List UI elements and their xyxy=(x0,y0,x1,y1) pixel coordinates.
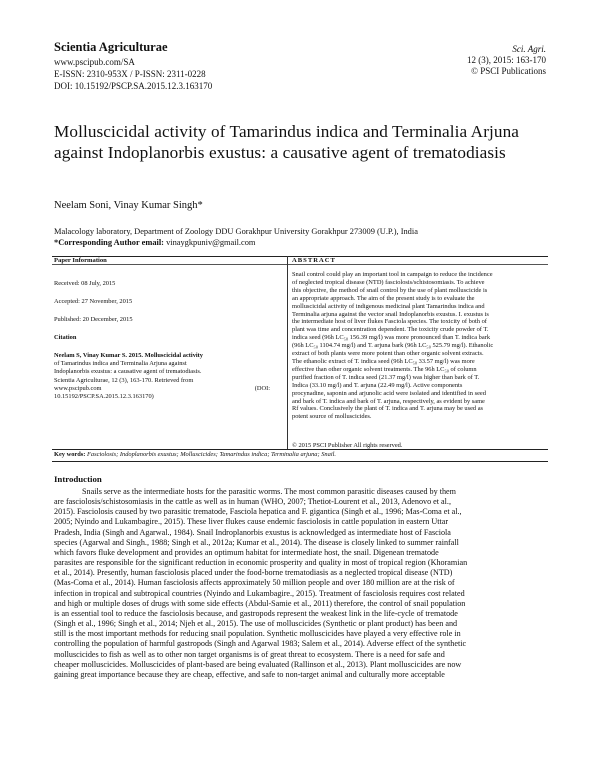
abstract-line: extract of both plants were more potent than other organic solvent extracts. xyxy=(292,350,484,358)
intro-line: 2005; Nyindo and Lukambagire., 2015). These liver flukes cause endemic fasciolosis in cattle population in eastern Uttar xyxy=(54,517,449,527)
intro-line: species (Agarwal and Singh., 1988; Singh et al., 2012a; Kumar et al., 2014). The disease is closely linked to summer rainfall xyxy=(54,537,459,547)
intro-line: (Singh et al., 1996; Singh et al., 2014; Njeh et al., 2015). The use of molluscicides (Synthetic or plant product) has been and xyxy=(54,619,458,629)
intro-line: controlling the population of harmful gastropods (Singh and Agarwal 1983; Salem et al., 2014). Adverse effect of the synthetic xyxy=(54,639,467,649)
accepted-date: Accepted: 27 November, 2015 xyxy=(54,298,133,305)
journal-volume: 12 (3), 2015: 163-170 xyxy=(467,55,546,65)
abstract-line: the intermediate host of liver flukes Fasciola species. The toxicity of both of xyxy=(292,318,487,326)
journal-publisher: © PSCI Publications xyxy=(471,66,546,76)
article-affiliation xyxy=(54,226,554,248)
received-date: Received: 08 July, 2015 xyxy=(54,280,116,287)
article-title: Molluscicidal activity of Tamarindus indica and Terminalia Arjuna against Indoplanorbis exustus: a causative agent of trematodiasis xyxy=(54,122,520,162)
citation-line: Neelam S, Vinay Kumar S. 2015. Molluscicidal activity xyxy=(54,352,203,359)
header-rule xyxy=(52,264,548,265)
citation-url[interactable]: www.pscipub.com xyxy=(54,384,102,392)
box-bottom-rule xyxy=(52,449,548,450)
keywords-value: Fasciolosis; Indoplanorbis exustus; Molluscicides; Tamarindus indica; Terminalia arjuna; Snail. xyxy=(87,451,336,458)
introduction-heading: Introduction xyxy=(54,474,102,484)
keywords-rule xyxy=(52,461,548,462)
abstract-line: this objective, the method of snail control by the use of plant molluscicide is xyxy=(292,286,488,294)
journal-name: Scientia Agriculturae xyxy=(54,40,168,54)
intro-line: are fasciolosis/schistosomiasis in the cattle as well as in human (WHO, 2007; Thetiot-Lourent et al., 2013, Adenovo et al., xyxy=(54,497,451,507)
abstract-line: The ethanolic extract of T. indica seed (96h LC₅₀ 33.57 mg/l) was more xyxy=(292,357,475,365)
affiliation-text: Malacology laboratory, Department of Zoology DDU Gorakhpur University Gorakhpur 273009 (U.P.), India xyxy=(54,227,418,236)
intro-line: gaining great importance because they are cheap, effective, and safe to non-target animal and culturally more acceptable xyxy=(54,669,445,679)
abstract-line: Snail control could play an important tool in campaign to reduce the incidence xyxy=(292,271,493,278)
intro-line: molluscicides to fish as well as to other non target organisms is of great threat to ecosystem. There is a need for safe and xyxy=(54,649,445,659)
paper-info-heading: Paper Information xyxy=(54,257,107,264)
journal-volume-info xyxy=(467,44,546,77)
citation-line: Indoplanorbis exustus: a causative agent of trematodiasis. xyxy=(54,368,202,376)
citation-text xyxy=(54,352,270,401)
citation-line: Scientia Agriculturae, 12 (3), 163-170. Retrieved from xyxy=(54,376,194,384)
corresponding-email[interactable]: vinaygkpuniv@gmail.com xyxy=(166,238,256,247)
abstract-line: an appropriate approach. The aim of the present study is to evaluate the xyxy=(292,294,475,302)
abstract-line: procynadine, saponin and arjunolic acid were isolated and identified in seed xyxy=(292,389,486,397)
intro-line: which favors fluke development and provides an optimum habitat for intermediate host, the snail. Digenean trematode xyxy=(54,547,439,557)
abstract-line: Indica (33.10 mg/l) and T. arjuna (22.49 mg/l). Active components xyxy=(292,381,463,389)
column-divider xyxy=(287,256,288,449)
abstract-line: plant was time and concentration dependent. The toxicity crude powder of T. xyxy=(292,326,489,334)
abstract-line: (96h LC₅₀ 1104.74 mg/l) and T. arjuna bark (96h LC₅₀ 525.79 mg/l). Ethanolic xyxy=(292,342,494,350)
corresponding-label: *Corresponding Author email: xyxy=(54,238,164,247)
intro-line: infection in tropical and subtropical countries (Nyindo and Lukambagire., 2015). Treatment of fasciolosis requires cost related xyxy=(54,588,465,598)
journal-issn: E-ISSN: 2310-953X / P-ISSN: 2311-0228 xyxy=(54,69,206,79)
citation-line: 10.15192/PSCP.SA.2015.12.3.163170) xyxy=(54,393,154,401)
abstract-line: indica seed (96h LC₅₀ 156.39 mg/l) was more pronounced than T. indica bark xyxy=(292,334,491,342)
abstract-line: purified fraction of T. indica seed (21.37 mg/l) was higher than bark of T. xyxy=(292,373,480,381)
article-authors: Neelam Soni, Vinay Kumar Singh* xyxy=(54,200,203,211)
intro-line: and high or multiple doses of drugs with some side effects (Abdul-Samie et al., 2011) therefore, the control of snail population xyxy=(54,598,466,608)
citation-line: of Tamarindus indica and Terminalia Arjuna against xyxy=(54,360,187,368)
intro-line: (Mas-Coma et al., 2014). Human fasciolosis affects approximately 50 million people and over 180 million are at the risk of xyxy=(54,578,455,588)
citation-heading: Citation xyxy=(54,334,77,341)
abstract-line: potent source of molluscicides. xyxy=(292,413,372,421)
journal-abbr: Sci. Agri. xyxy=(512,44,546,54)
abstract-heading: ABSTRACT xyxy=(292,257,336,264)
abstract-line: and bark of T. indica and bark of T. arjuna, respectively, as evident by same xyxy=(292,397,485,405)
abstract-line: Terminalia arjuna against the vector snail Indoplanorbis exustus. I. exustus is xyxy=(292,310,489,318)
intro-line: parasites are responsible for the significant reduction in economic prosperity and quality in most of tropical region (Khoramian xyxy=(54,558,468,568)
keywords-label: Key words: xyxy=(54,451,86,458)
intro-line: cheaper molluscicides. Molluscicides of plant-based are being evaluated (Rallinson et al., 2013). Plant molluscicides are now xyxy=(54,659,462,669)
journal-meta xyxy=(54,56,212,92)
abstract-line: Rf values. Conclusively the plant of T. indica and T. arjuna may be used as xyxy=(292,405,484,413)
abstract-line: molluscicidal activity of indigenous medicinal plant Tamarindus indica and xyxy=(292,302,485,310)
journal-website[interactable]: www.pscipub.com/SA xyxy=(54,57,135,67)
abstract-line: of neglected tropical disease (NTD) fasciolosis/schistosomiasis. To achieve xyxy=(292,278,485,286)
copyright-notice: © 2015 PSCI Publisher All rights reserved. xyxy=(292,442,403,449)
intro-line: 2015). Fasciolosis caused by two parasitic trematode, Fasciola hepatica and F. gigantica (Singh et al., 1996; Mas-Coma et al., xyxy=(54,507,462,517)
intro-line: Pradesh, India (Singh and Agarwal., 1984). Snail Indroplanorbis exustus is acknowledged as intermediate host of Fasciola xyxy=(54,527,451,537)
abstract-line: effective than other organic solvent treatments. The 96h LC₅₀ of column xyxy=(292,365,477,373)
published-date: Published: 20 December, 2015 xyxy=(54,316,133,323)
corresponding-author xyxy=(54,237,554,248)
citation-line: www.pscipub.com (DOI: xyxy=(54,384,270,392)
intro-line: is an essential tool to reduce the fasciolosis because, and gastropods represent the weakest link in the life-cycle of trematode xyxy=(54,608,458,618)
introduction-body xyxy=(54,487,548,680)
intro-line: still is the most important methods for reducing snail population. Synthetic molluscicides have played a very effective role in xyxy=(54,629,461,639)
intro-line: Snails serve as the intermediate hosts for the parasitic worms. The most common parasitic diseases caused by them xyxy=(82,487,456,496)
abstract-body xyxy=(292,271,548,421)
intro-line: et al., 2014). Presently, human fasciolosis placed under the food-borne trematodiasis as a neglected tropical disease (NTD) xyxy=(54,568,453,578)
journal-doi: DOI: 10.15192/PSCP.SA.2015.12.3.163170 xyxy=(54,81,213,91)
keywords-line xyxy=(54,451,550,458)
